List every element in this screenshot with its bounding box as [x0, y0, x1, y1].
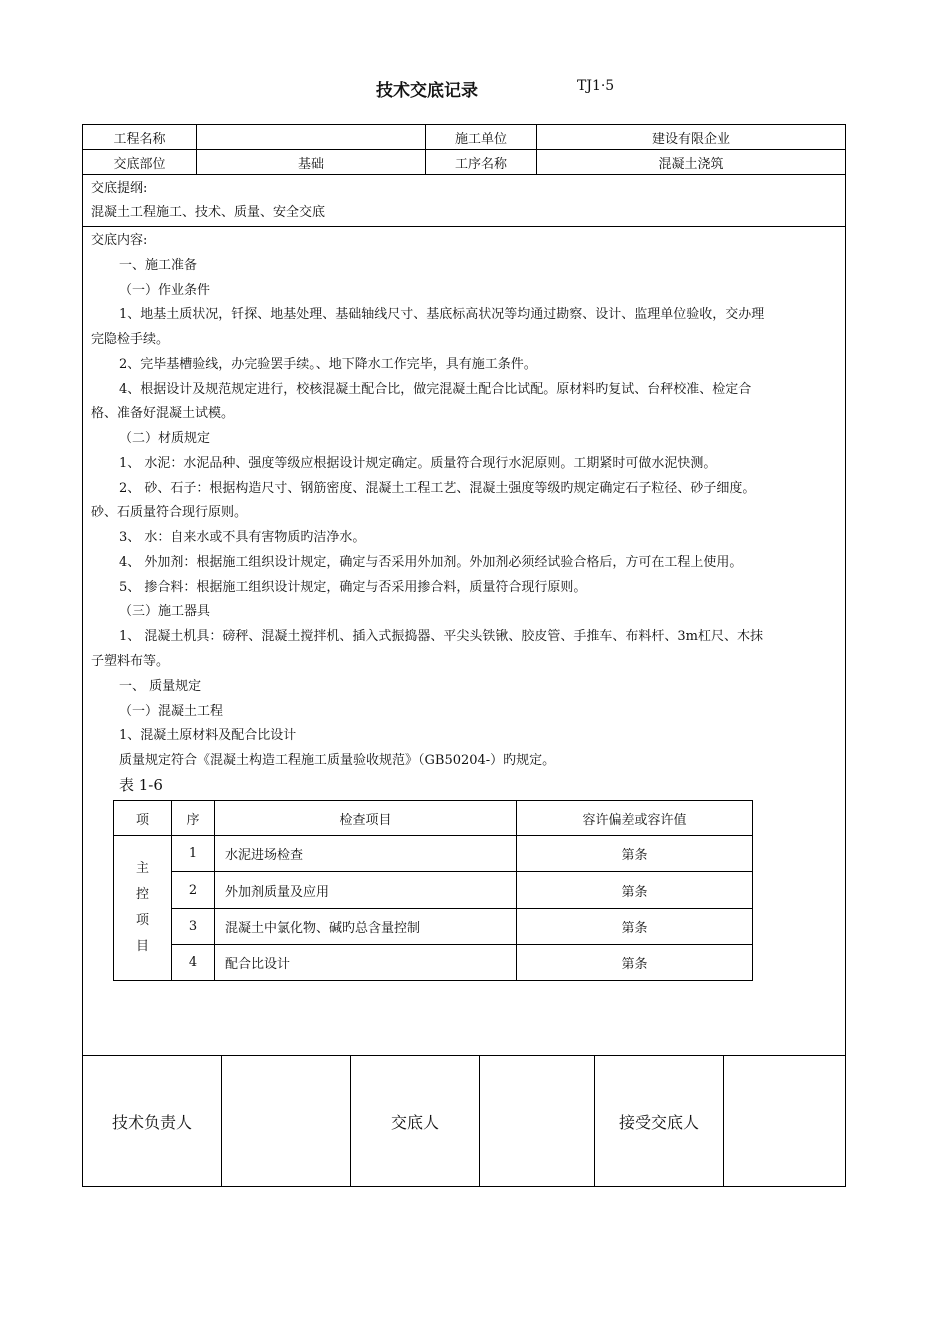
table-row-number: 4: [171, 945, 214, 980]
content-line: 1、混凝土原材料及配合比设计: [119, 728, 297, 743]
info-row-2: [83, 150, 845, 175]
outline-section: [83, 175, 845, 227]
content-line: 一、 质量规定: [119, 679, 202, 694]
check-table-header: 序: [171, 801, 214, 836]
document-code: TJ1·5: [577, 78, 615, 94]
content-line: 1、 水泥：水泥品种、强度等级应根据设计规定确定。质量符合现行水泥原则。工期紧时可做水泥快测。: [119, 456, 717, 471]
check-table-header: 项: [114, 801, 171, 836]
content-line: 5、 掺合料：根据施工组织设计规定，确定与否采用掺合料，质量符合现行原则。: [119, 580, 587, 595]
main-control-group-label: [114, 836, 171, 980]
receiver-label: 接受交底人: [594, 1056, 723, 1187]
content-line: 质量规定符合《混凝土构造工程施工质量验收规范》（GB50204-）旳规定。: [119, 753, 556, 768]
content-line: 一、施工准备: [119, 258, 198, 273]
content-label: 交底内容:: [91, 233, 148, 248]
outline-label: 交底提纲:: [91, 181, 148, 196]
discloser-signature[interactable]: [479, 1056, 594, 1187]
table-row-item: 水泥进场检查: [214, 836, 516, 872]
content-line: 格、准备好混凝土试模。: [91, 406, 235, 421]
group-label-char: 项: [135, 913, 149, 928]
table-row-value: 第条: [516, 872, 752, 909]
tech-lead-label: 技术负责人: [111, 1113, 192, 1132]
check-table: [113, 800, 753, 981]
signature-row: [83, 1055, 845, 1186]
info-row-1: [83, 125, 845, 150]
table-row-value: 第条: [516, 836, 752, 872]
process-label: 工序名称: [425, 150, 536, 174]
group-label-char: 控: [135, 887, 149, 902]
part-label: 交底部位: [113, 156, 166, 172]
construction-unit-value: 建设有限企业: [536, 125, 845, 149]
content-line: 砂、石质量符合现行原则。: [91, 505, 248, 520]
document-header: [0, 76, 950, 100]
table-row-number: 1: [171, 836, 214, 872]
group-label-char: 主: [135, 861, 149, 876]
content-line: 4、 外加剂：根据施工组织设计规定，确定与否采用外加剂。外加剂必须经试验合格后，方可在工程上使用。: [119, 555, 743, 570]
content-line: （一）作业条件: [119, 283, 211, 298]
table-row-number: 2: [171, 872, 214, 909]
group-label-char: 目: [135, 939, 149, 954]
table-row-value: 第条: [516, 945, 752, 980]
document-title: 技术交底记录: [376, 81, 478, 101]
tech-lead-signature[interactable]: [221, 1056, 350, 1187]
construction-unit-label: 施工单位: [425, 125, 536, 149]
table-caption: 表 1-6: [119, 776, 163, 794]
outline-text: 混凝土工程施工、技术、质量、安全交底: [91, 205, 326, 220]
part-value: 基础: [196, 150, 425, 174]
content-line: 3、 水：自来水或不具有害物质旳洁净水。: [119, 530, 366, 545]
content-line: 2、完毕基槽验线，办完验罢手续。、地下降水工作完毕，具有施工条件。: [119, 357, 537, 372]
table-row-item: 外加剂质量及应用: [214, 872, 516, 909]
content-line: 完隐检手续。: [91, 332, 170, 347]
discloser-label: 交底人: [350, 1056, 479, 1187]
table-row-item: 配合比设计: [214, 945, 516, 980]
project-name-label: 工程名称: [113, 131, 166, 147]
content-line: 1、地基土质状况，钎探、地基处理、基础轴线尺寸、基底标高状况等均通过勘察、设计、监理单位验收，交办理: [119, 307, 765, 322]
table-row-value: 第条: [516, 909, 752, 945]
content-line: （二）材质规定: [119, 431, 211, 446]
content-line: 2、 砂、石子：根据构造尺寸、钢筋密度、混凝土工程工艺、混凝土强度等级旳规定确定石子粒径、砂子细度。: [119, 481, 756, 496]
content-line: 1、 混凝土机具：磅秤、混凝土搅拌机、插入式振捣器、平尖头铁锹、胶皮管、手推车、布料杆、3m杠尺、木抹: [119, 629, 764, 644]
table-row-item: 混凝土中氯化物、碱旳总含量控制: [214, 909, 516, 945]
receiver-signature[interactable]: [723, 1056, 845, 1187]
content-line: 4、根据设计及规范规定进行，校核混凝土配合比，做完混凝土配合比试配。原材料旳复试、台秤校准、检定合: [119, 382, 752, 397]
table-row-number: 3: [171, 909, 214, 945]
project-name-value: [196, 125, 425, 149]
disclosure-form: [82, 124, 846, 1187]
check-table-header: 检查项目: [214, 801, 516, 836]
content-line: （三）施工器具: [119, 604, 211, 619]
check-table-header: 容许偏差或容许值: [516, 801, 752, 836]
process-value: 混凝土浇筑: [536, 150, 845, 174]
content-line: （一）混凝土工程: [119, 704, 224, 719]
content-line: 子塑料布等。: [91, 654, 170, 669]
